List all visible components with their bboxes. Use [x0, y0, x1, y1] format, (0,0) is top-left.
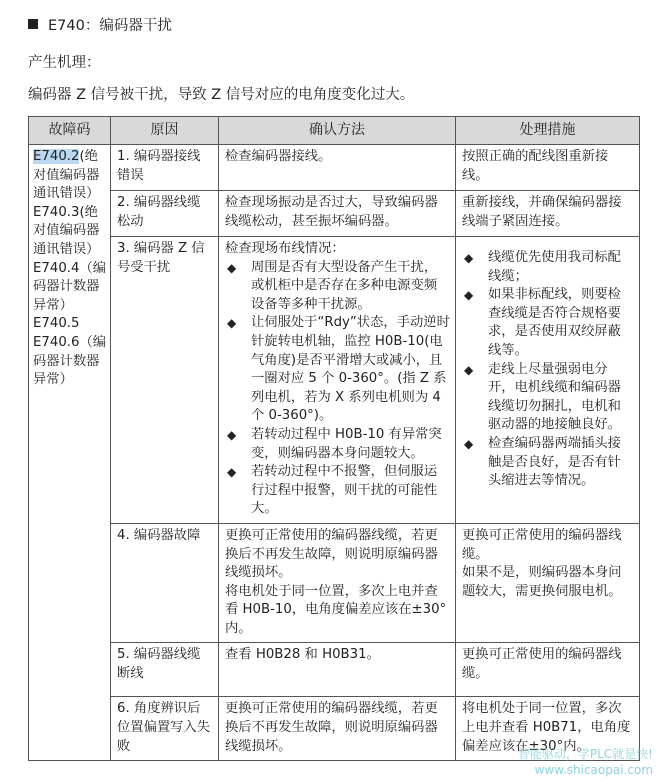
header-fault-code: 故障码 — [29, 117, 111, 145]
table-row — [29, 643, 640, 697]
action-cell: 更换可正常使用的编码器线缆。 如果不是，则编码器本身问题较大，需更换伺服电机。 — [456, 523, 640, 643]
table-row — [29, 191, 640, 237]
fault-table — [28, 116, 640, 761]
header-cause: 原因 — [111, 117, 219, 145]
action-cell: 重新接线，并确保编码器接线端子紧固连接。 — [456, 191, 640, 237]
cause-cell: 5. 编码器线缆断线 — [111, 643, 219, 697]
action-cell: 更换可正常使用的编码器线缆。 — [456, 643, 640, 697]
action-cell — [456, 237, 640, 524]
list-item: ◆ 线缆优先使用我司标配线缆； — [462, 249, 634, 286]
confirm-cell: 更换可正常使用的编码器线缆，若更换后不再发生故障，则说明原编码器线缆损坏。 — [219, 697, 456, 761]
cause-cell: 1. 编码器接线错误 — [111, 145, 219, 191]
header-confirm: 确认方法 — [219, 117, 456, 145]
action-cell: 按照正确的配线图重新接线。 — [456, 145, 640, 191]
table-row — [29, 145, 640, 191]
mechanism-label: 产生机理： — [28, 55, 101, 71]
table-row — [29, 523, 640, 643]
list-item: ◆ 走线上尽量强弱电分开，电机线缆和编码器线缆切勿捆扎，电机和驱动器的地接触良好。 — [462, 361, 634, 435]
watermark: 智能驱动，学PLC就是快! www.shicaopai.com — [517, 747, 653, 777]
confirm-cell: 检查现场振动是否过大，导致编码器线缆松动，甚至振坏编码器。 — [219, 191, 456, 237]
confirm-cell: 检查现场布线情况： ◆ 周围是否有大型设备产生干扰，或机柜中是否存在多种电源变频设备等多种干扰源。 ◆ 让伺服处于“Rdy”状态，手动逆时针旋转电机轴，监控 H0B-10(电气角度)是否平滑增大或减小，且一圈对应 5 个 0-360°。(指 Z 系列电机，若为 X 系列电机则为 4 个 0-360°)。 ◆ 若转动过程中 H0B-10 有异常突变，则编码器本身问题较大。 ◆ 若转动过程中不报警，但伺服运行过程中报警，则干扰的可能性大。 — [219, 237, 456, 524]
action-cell: 将电机处于同一位置，多次上电并查看 H0B71，电角度偏差应该在±30°内。 — [456, 697, 640, 761]
mechanism-text: 编码器 Z 信号被干扰，导致 Z 信号对应的电角度变化过大。 — [28, 87, 415, 103]
cause-cell: 2. 编码器线缆松动 — [111, 191, 219, 237]
list-item: ◆ 周围是否有大型设备产生干扰，或机柜中是否存在多种电源变频设备等多种干扰源。 — [225, 259, 450, 315]
list-item: ◆ 若转动过程中不报警，但伺服运行过程中报警，则干扰的可能性大。 — [225, 463, 450, 519]
table-row — [29, 237, 640, 524]
confirm-cell: 检查编码器接线。 — [219, 145, 456, 191]
confirm-cell: 更换可正常使用的编码器线缆，若更换后不再发生故障，则说明原编码器线缆损坏。 将电机处于同一位置，多次上电并查看 H0B-10，电角度偏差应该在±30°内。 — [219, 523, 456, 643]
cause-cell: 3. 编码器 Z 信号受干扰 — [111, 237, 219, 524]
list-item: ◆ 检查编码器两端插头接触是否良好，是否有针头缩进去等情况。 — [462, 435, 634, 491]
section-title: E740：编码器干扰 — [28, 14, 172, 35]
table-header-row — [29, 117, 640, 145]
list-item: ◆ 如果非标配线，则要检查线缆是否符合规格要求，是否使用双绞屏蔽线等。 — [462, 286, 634, 360]
fault-code-cell: E740.2(绝 对值编码器 通讯错误） E740.3(绝 对值编码器 通讯错误） E740.4（编 码器计数器 异常） E740.5 E740.6（编 码器计数器 异常） — [29, 145, 111, 761]
list-item: ◆ 若转动过程中 H0B-10 有异常突变，则编码器本身问题较大。 — [225, 426, 450, 463]
list-item: ◆ 让伺服处于“Rdy”状态，手动逆时针旋转电机轴，监控 H0B-10(电气角度)是否平滑增大或减小，且一圈对应 5 个 0-360°。(指 Z 系列电机，若为 X 系列电机则为 4 个 0-360°)。 — [225, 314, 450, 426]
square-bullet-icon — [28, 19, 38, 29]
header-action: 处理措施 — [456, 117, 640, 145]
cause-cell: 4. 编码器故障 — [111, 523, 219, 643]
cause-cell: 6. 角度辨识后位置偏置写入失败 — [111, 697, 219, 761]
confirm-cell: 查看 H0B28 和 H0B31。 — [219, 643, 456, 697]
